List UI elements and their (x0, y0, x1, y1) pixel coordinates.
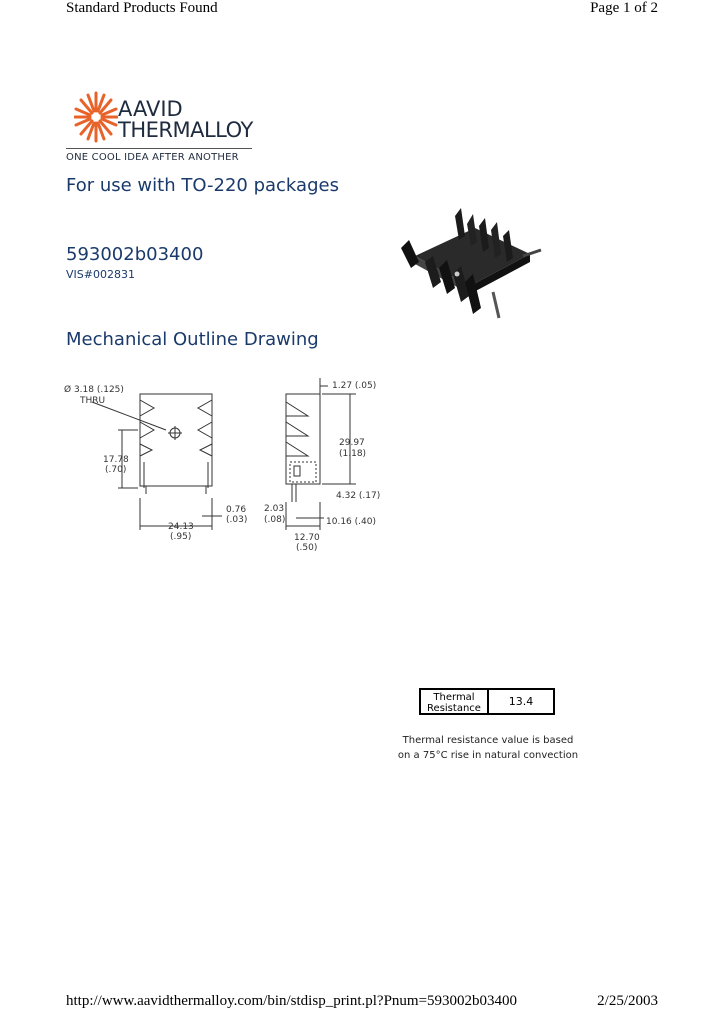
thermal-resistance-label (421, 690, 489, 713)
front-width-in: (.95) (170, 532, 192, 542)
vis-number: VIS#002831 (66, 268, 135, 281)
page-footer-url: http://www.aavidthermalloy.com/bin/stdisp_print.pl?Pnum=593002b03400 (66, 993, 518, 1009)
brand-name-line2: THERMALLOY (118, 118, 253, 142)
hole-dimension-thru: THRU (80, 396, 106, 406)
thermal-resistance-value: 13.4 (508, 695, 534, 708)
package-heading: For use with TO-220 packages (66, 175, 339, 196)
drawing-heading: Mechanical Outline Drawing (66, 329, 319, 350)
side-pin-width-in: (.08) (264, 515, 286, 525)
page-header-title: Standard Products Found (66, 0, 218, 16)
aavid-starburst-logo-icon (74, 91, 118, 143)
front-width-mm: 24.13 (168, 522, 194, 532)
brand-tagline: ONE COOL IDEA AFTER ANOTHER (66, 152, 239, 163)
thermal-note-line2: on a 75°C rise in natural convection (397, 750, 579, 761)
page-footer-date: 2/25/2003 (597, 993, 658, 1009)
side-height-in: (1.18) (339, 449, 367, 459)
hole-dimension: Ø 3.18 (.125) (64, 385, 124, 395)
side-pin-dimension: 4.32 (.17) (336, 491, 381, 501)
side-depth-mm: 12.70 (294, 533, 320, 543)
side-height-mm: 29.97 (339, 438, 365, 448)
part-number: 593002b03400 (66, 244, 204, 265)
logo-divider (66, 148, 252, 149)
front-thickness-in: (.03) (226, 515, 248, 525)
thermal-label-line2: Resistance (427, 703, 481, 714)
front-height-mm: 17.78 (103, 455, 129, 465)
front-height-in: (.70) (105, 465, 127, 475)
heatsink-product-photo (395, 196, 545, 324)
front-thickness-mm: 0.76 (226, 505, 247, 515)
side-pin-width-mm: 2.03 (264, 504, 285, 514)
page-number: Page 1 of 2 (590, 0, 658, 16)
brand-name-line1: AAVID (118, 97, 183, 121)
side-depth-in: (.50) (296, 543, 318, 553)
thermal-resistance-table (419, 688, 555, 715)
side-top-dimension: 1.27 (.05) (332, 381, 377, 391)
thermal-label-line1: Thermal (433, 692, 475, 703)
thermal-note (386, 733, 590, 763)
side-base-dimension: 10.16 (.40) (326, 517, 376, 527)
thermal-note-line1: Thermal resistance value is based (402, 735, 574, 746)
